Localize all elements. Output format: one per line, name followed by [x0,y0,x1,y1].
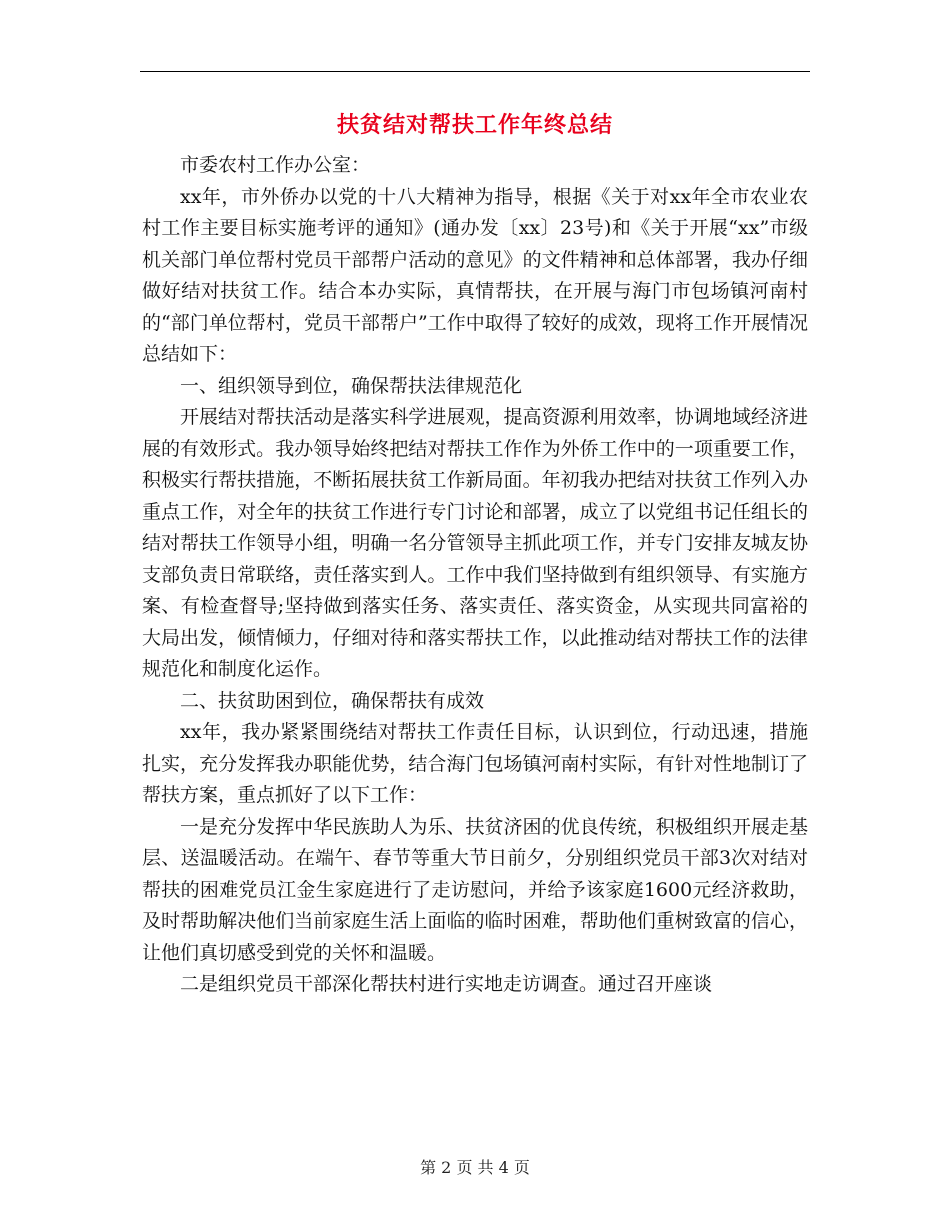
header-rule [140,71,810,72]
salutation-paragraph: 市委农村工作办公室： [180,154,371,176]
intro-paragraph: xx年，市外侨办以党的十八大精神为指导，根据《关于对xx年全市农业农村工作主要目标实施考评的通知》(通办发〔xx〕23号)和《关于开展“xx”市级机关部门单位帮村党员干部帮户活动的意见》的文件精神和总体部署，我办仔细做好结对扶贫工作。结合本办实际，真情帮扶，在开展与海门市包场镇河南村的“部门单位帮村，党员干部帮户”工作中取得了较好的成效，现将工作开展情况总结如下： [142,185,808,365]
section-2-paragraph: xx年，我办紧紧围绕结对帮扶工作责任目标，认识到位，行动迅速，措施扎实，充分发挥我办职能优势，结合海门包场镇河南村实际，有针对性地制订了帮扶方案，重点抓好了以下工作： [142,721,808,806]
document-body [142,150,808,1001]
section-1-paragraph: 开展结对帮扶活动是落实科学进展观，提高资源利用效率，协调地域经济进展的有效形式。我办领导始终把结对帮扶工作作为外侨工作中的一项重要工作，积极实行帮扶措施，不断拓展扶贫工作新局面。年初我办把结对扶贫工作列入办重点工作，对全年的扶贫工作进行专门讨论和部署，成立了以党组书记任组长的结对帮扶工作领导小组，明确一名分管领导主抓此项工作，并专门安排友城友协支部负责日常联络，责任落实到人。工作中我们坚持做到有组织领导、有实施方案、有检查督导;坚持做到落实任务、落实责任、落实资金，从实现共同富裕的大局出发，倾情倾力，仔细对待和落实帮扶工作，以此推动结对帮扶工作的法律规范化和制度化运作。 [142,406,808,680]
section-heading-1: 一、组织领导到位，确保帮扶法律规范化 [180,374,523,397]
page-number: 第 2 页 共 4 页 [420,1158,530,1177]
item-2-paragraph: 二是组织党员干部深化帮扶村进行实地走访调查。通过召开座谈 [180,973,713,995]
item-1-paragraph: 一是充分发挥中华民族助人为乐、扶贫济困的优良传统，积极组织开展走基层、送温暖活动。在端午、春节等重大节日前夕，分别组织党员干部3次对结对帮扶的困难党员江金生家庭进行了走访慰问，并给予该家庭1600元经济救助，及时帮助解决他们当前家庭生活上面临的临时困难，帮助他们重树致富的信心，让他们真切感受到党的关怀和温暖。 [142,815,808,964]
section-heading-2: 二、扶贫助困到位，确保帮扶有成效 [180,689,485,712]
document-title: 扶贫结对帮扶工作年终总结 [336,112,613,138]
